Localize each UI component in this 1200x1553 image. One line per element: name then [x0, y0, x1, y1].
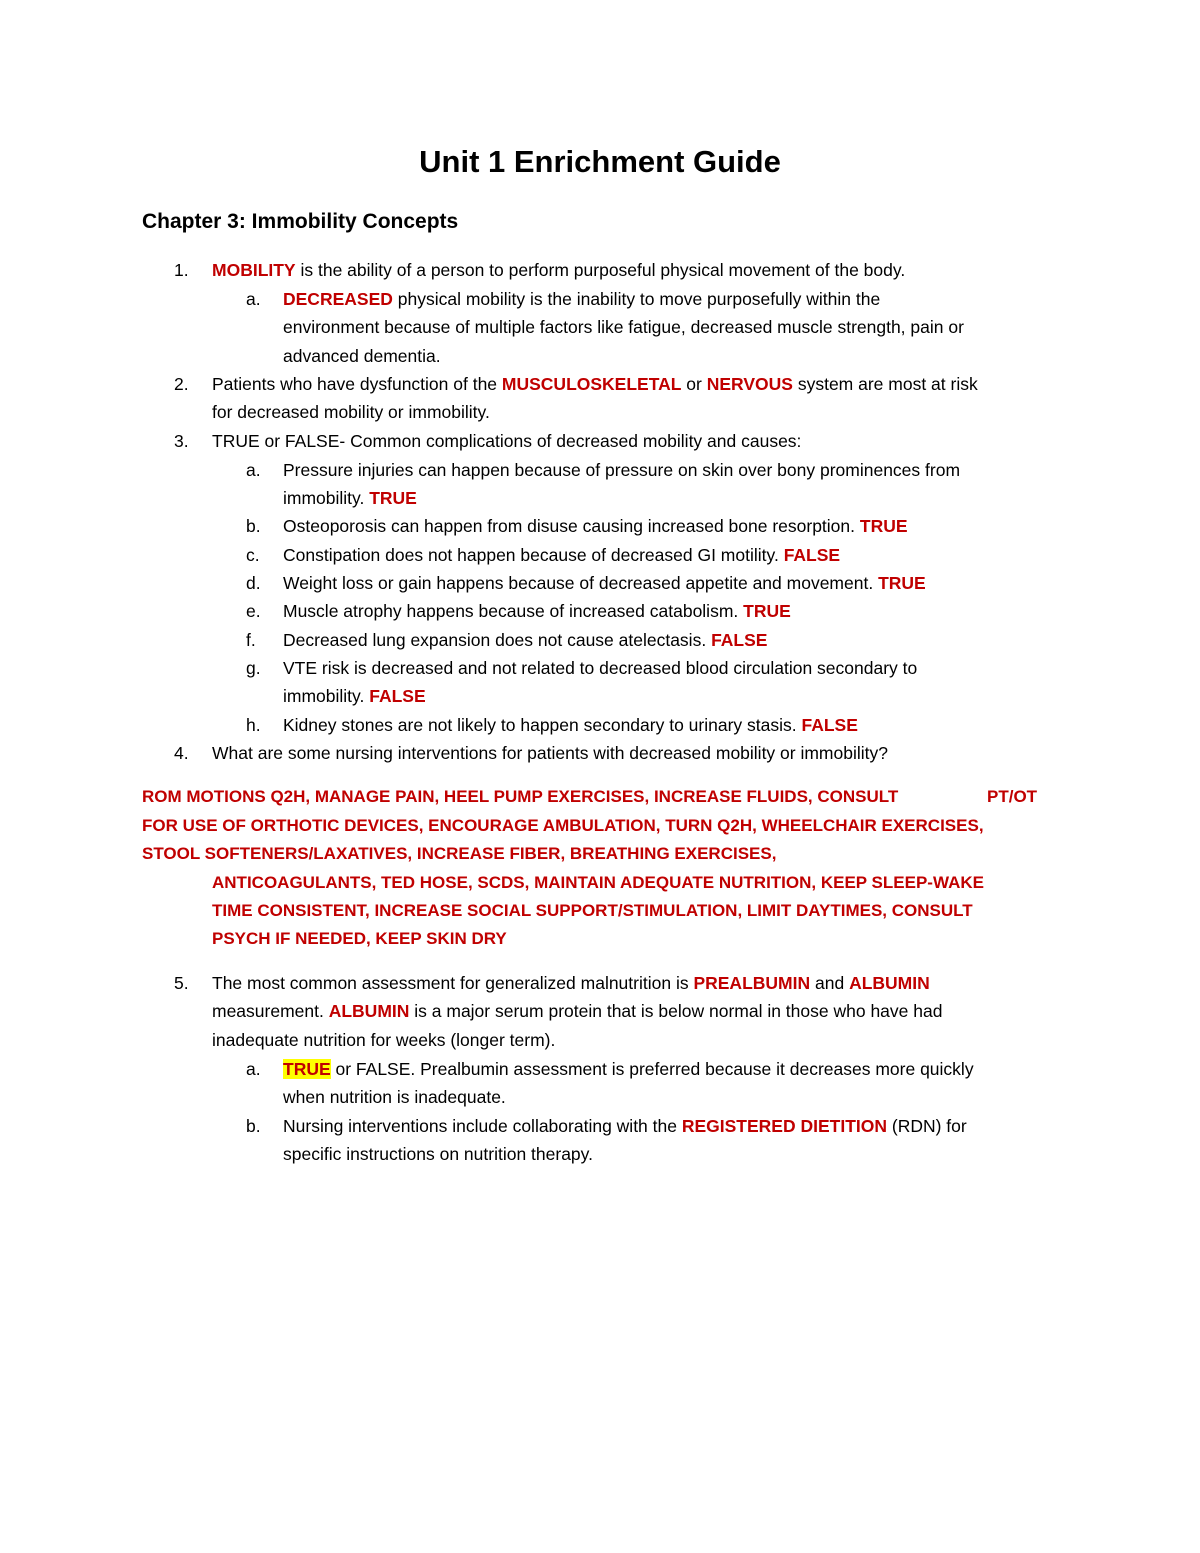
interventions-answer-line: FOR USE OF ORTHOTIC DEVICES, ENCOURAGE AMBULATION, TURN Q2H, WHEELCHAIR EXERCISES, [142, 816, 984, 835]
list-number: 4. [174, 743, 189, 763]
list-letter: a. [246, 1059, 261, 1079]
true-false-answer: FALSE [369, 686, 426, 707]
list-letter: a. [246, 289, 261, 309]
answer-term: ALBUMIN [328, 1001, 410, 1022]
true-false-answer: TRUE [743, 601, 791, 621]
interventions-answer-line: ANTICOAGULANTS, TED HOSE, SCDS, MAINTAIN ADEQUATE NUTRITION, KEEP SLEEP-WAKE [212, 873, 984, 892]
true-false-answer: TRUE [369, 488, 417, 509]
list-letter: c. [246, 545, 260, 565]
statement-text: VTE risk is decreased and not related to decreased blood circulation secondary to immobility. FALSE [283, 658, 918, 707]
answer-term: NERVOUS [706, 374, 793, 394]
answer-term: PREALBUMIN [693, 973, 811, 993]
statement-text: Constipation does not happen because of decreased GI motility. FALSE [283, 545, 841, 565]
list-letter: b. [246, 1116, 261, 1136]
true-false-answer: TRUE [878, 573, 926, 593]
statement-text: Muscle atrophy happens because of increased catabolism. TRUE [283, 601, 791, 621]
document-title: Unit 1 Enrichment Guide [419, 144, 781, 179]
list-letter: a. [246, 460, 261, 480]
interventions-answer-line: PSYCH IF NEEDED, KEEP SKIN DRY [212, 929, 507, 948]
list-number: 3. [174, 431, 189, 451]
interventions-answer-line: TIME CONSISTENT, INCREASE SOCIAL SUPPORT/STIMULATION, LIMIT DAYTIMES, CONSULT [212, 901, 973, 920]
statement-text: Decreased lung expansion does not cause atelectasis. FALSE [283, 630, 768, 650]
interventions-answer-line: PT/OT [987, 787, 1038, 806]
answer-term: MUSCULOSKELETAL [501, 374, 682, 394]
true-false-answer: TRUE [859, 516, 908, 536]
statement-text: Weight loss or gain happens because of decreased appetite and movement. TRUE [283, 573, 926, 593]
question-text: What are some nursing interventions for patients with decreased mobility or immobility? [212, 743, 888, 763]
list-letter: b. [246, 516, 261, 536]
question-text: DECREASED physical mobility is the inability to move purposefully within the environment because of multiple factors like fatigue, decreased muscle strength, pain or advanced dementia. [283, 289, 964, 366]
statement-text: Nursing interventions include collaborating with the REGISTERED DIETITION (RDN) for specific instructions on nutrition therapy. [283, 1116, 967, 1165]
highlighted-answer: TRUE [283, 1059, 331, 1079]
answer-term: REGISTERED DIETITION [681, 1116, 887, 1136]
question-text: TRUE or FALSE- Common complications of decreased mobility and causes: [212, 431, 802, 451]
statement-text: Pressure injuries can happen because of pressure on skin over bony prominences from immobility. TRUE [283, 460, 961, 509]
list-number: 1. [174, 260, 189, 280]
interventions-answer-line: STOOL SOFTENERS/LAXATIVES, INCREASE FIBER, BREATHING EXERCISES, [142, 844, 777, 863]
chapter-heading: Chapter 3: Immobility Concepts [142, 210, 459, 233]
answer-term: MOBILITY [212, 260, 296, 280]
statement-text: Kidney stones are not likely to happen secondary to urinary stasis. FALSE [283, 715, 858, 735]
answer-term: ALBUMIN [849, 973, 930, 993]
true-false-answer: FALSE [801, 715, 858, 735]
answer-term: DECREASED [283, 289, 393, 309]
interventions-answer-line: ROM MOTIONS Q2H, MANAGE PAIN, HEEL PUMP EXERCISES, INCREASE FLUIDS, CONSULT [142, 787, 899, 806]
list-number: 2. [174, 374, 189, 394]
list-letter: e. [246, 601, 261, 621]
list-letter: h. [246, 715, 261, 735]
question-text: The most common assessment for generalized malnutrition is PREALBUMIN and ALBUMIN measurement. ALBUMIN is a major serum protein that is below normal in those who have had inadequate nutrition for weeks (longer term). [212, 973, 943, 1050]
statement-text: Osteoporosis can happen from disuse causing increased bone resorption. TRUE [283, 516, 908, 536]
list-letter: f. [246, 630, 256, 650]
true-false-answer: FALSE [711, 630, 768, 650]
list-letter: d. [246, 573, 261, 593]
question-text: Patients who have dysfunction of the MUSCULOSKELETAL or NERVOUS system are most at risk for decreased mobility or immobility. [212, 374, 978, 423]
question-text: MOBILITY is the ability of a person to perform purposeful physical movement of the body. [212, 260, 906, 280]
list-letter: g. [246, 658, 261, 678]
statement-text: TRUE or FALSE. Prealbumin assessment is preferred because it decreases more quickly when nutrition is inadequate. [283, 1059, 974, 1108]
true-false-answer: FALSE [783, 545, 841, 565]
list-number: 5. [174, 973, 189, 993]
